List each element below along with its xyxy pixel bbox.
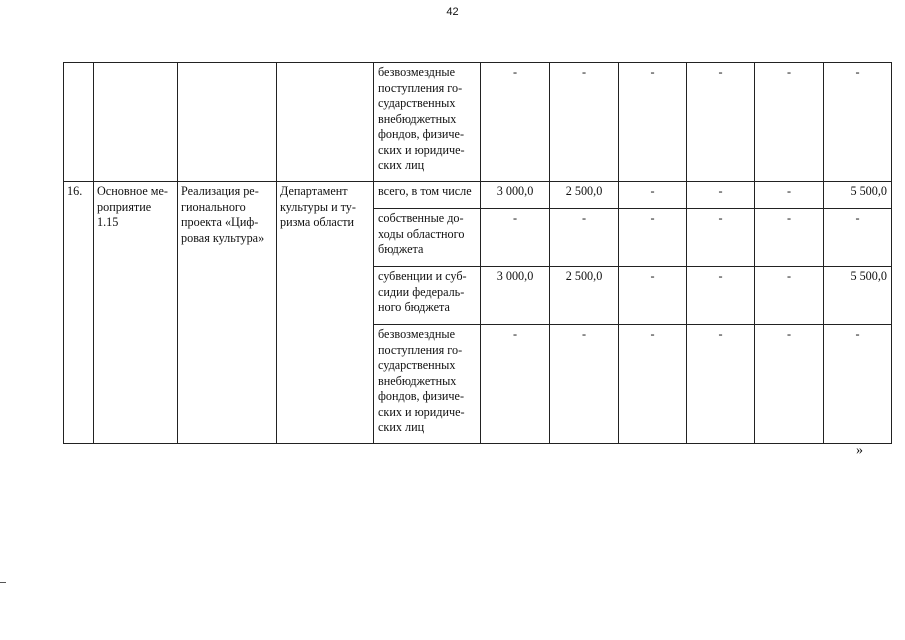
value-cell: - (550, 209, 619, 267)
funding-source-cell: безвозмездные поступления го-сударственных внебюджетных фондов, физиче-ских и юридиче-ских лиц (374, 325, 481, 444)
value-cell: 5 500,0 (824, 267, 892, 325)
value-cell: - (755, 182, 824, 209)
funding-source-cell: безвозмездные поступления го-сударственных внебюджетных фондов, физиче-ских и юридиче-ских лиц (374, 63, 481, 182)
project-cell: Реализация ре-гионального проекта «Циф-ровая культура» (178, 182, 277, 444)
measure-cell (94, 63, 178, 182)
value-cell: - (824, 209, 892, 267)
value-cell: - (481, 325, 550, 444)
measure-cell: Основное ме-роприятие 1.15 (94, 182, 178, 444)
value-cell: - (481, 209, 550, 267)
value-cell: - (687, 209, 755, 267)
value-cell: - (619, 267, 687, 325)
page-number: 42 (446, 6, 459, 18)
row-number-cell (64, 63, 94, 182)
value-cell: - (687, 63, 755, 182)
executor-cell (277, 63, 374, 182)
value-cell: - (755, 209, 824, 267)
value-cell: - (619, 325, 687, 444)
value-cell: - (481, 63, 550, 182)
value-cell: 2 500,0 (550, 267, 619, 325)
table-row (64, 63, 892, 182)
value-cell: 2 500,0 (550, 182, 619, 209)
margin-mark (0, 582, 6, 583)
value-cell: - (550, 325, 619, 444)
value-cell: - (755, 267, 824, 325)
value-cell: 3 000,0 (481, 267, 550, 325)
row-number-cell: 16. (64, 182, 94, 444)
executor-cell: Департамент культуры и ту-ризма области (277, 182, 374, 444)
value-cell: - (755, 325, 824, 444)
funding-source-cell: всего, в том числе (374, 182, 481, 209)
value-cell: - (824, 63, 892, 182)
value-cell: - (755, 63, 824, 182)
value-cell: - (824, 325, 892, 444)
value-cell: 3 000,0 (481, 182, 550, 209)
funding-source-cell: субвенции и суб-сидии федераль-ного бюджета (374, 267, 481, 325)
project-cell (178, 63, 277, 182)
value-cell: - (619, 209, 687, 267)
value-cell: - (619, 63, 687, 182)
table-row (64, 182, 892, 209)
value-cell: - (687, 325, 755, 444)
value-cell: 5 500,0 (824, 182, 892, 209)
closing-quote: » (856, 443, 863, 458)
budget-table (63, 62, 892, 444)
value-cell: - (687, 182, 755, 209)
value-cell: - (687, 267, 755, 325)
value-cell: - (619, 182, 687, 209)
funding-source-cell: собственные до-ходы областного бюджета (374, 209, 481, 267)
value-cell: - (550, 63, 619, 182)
